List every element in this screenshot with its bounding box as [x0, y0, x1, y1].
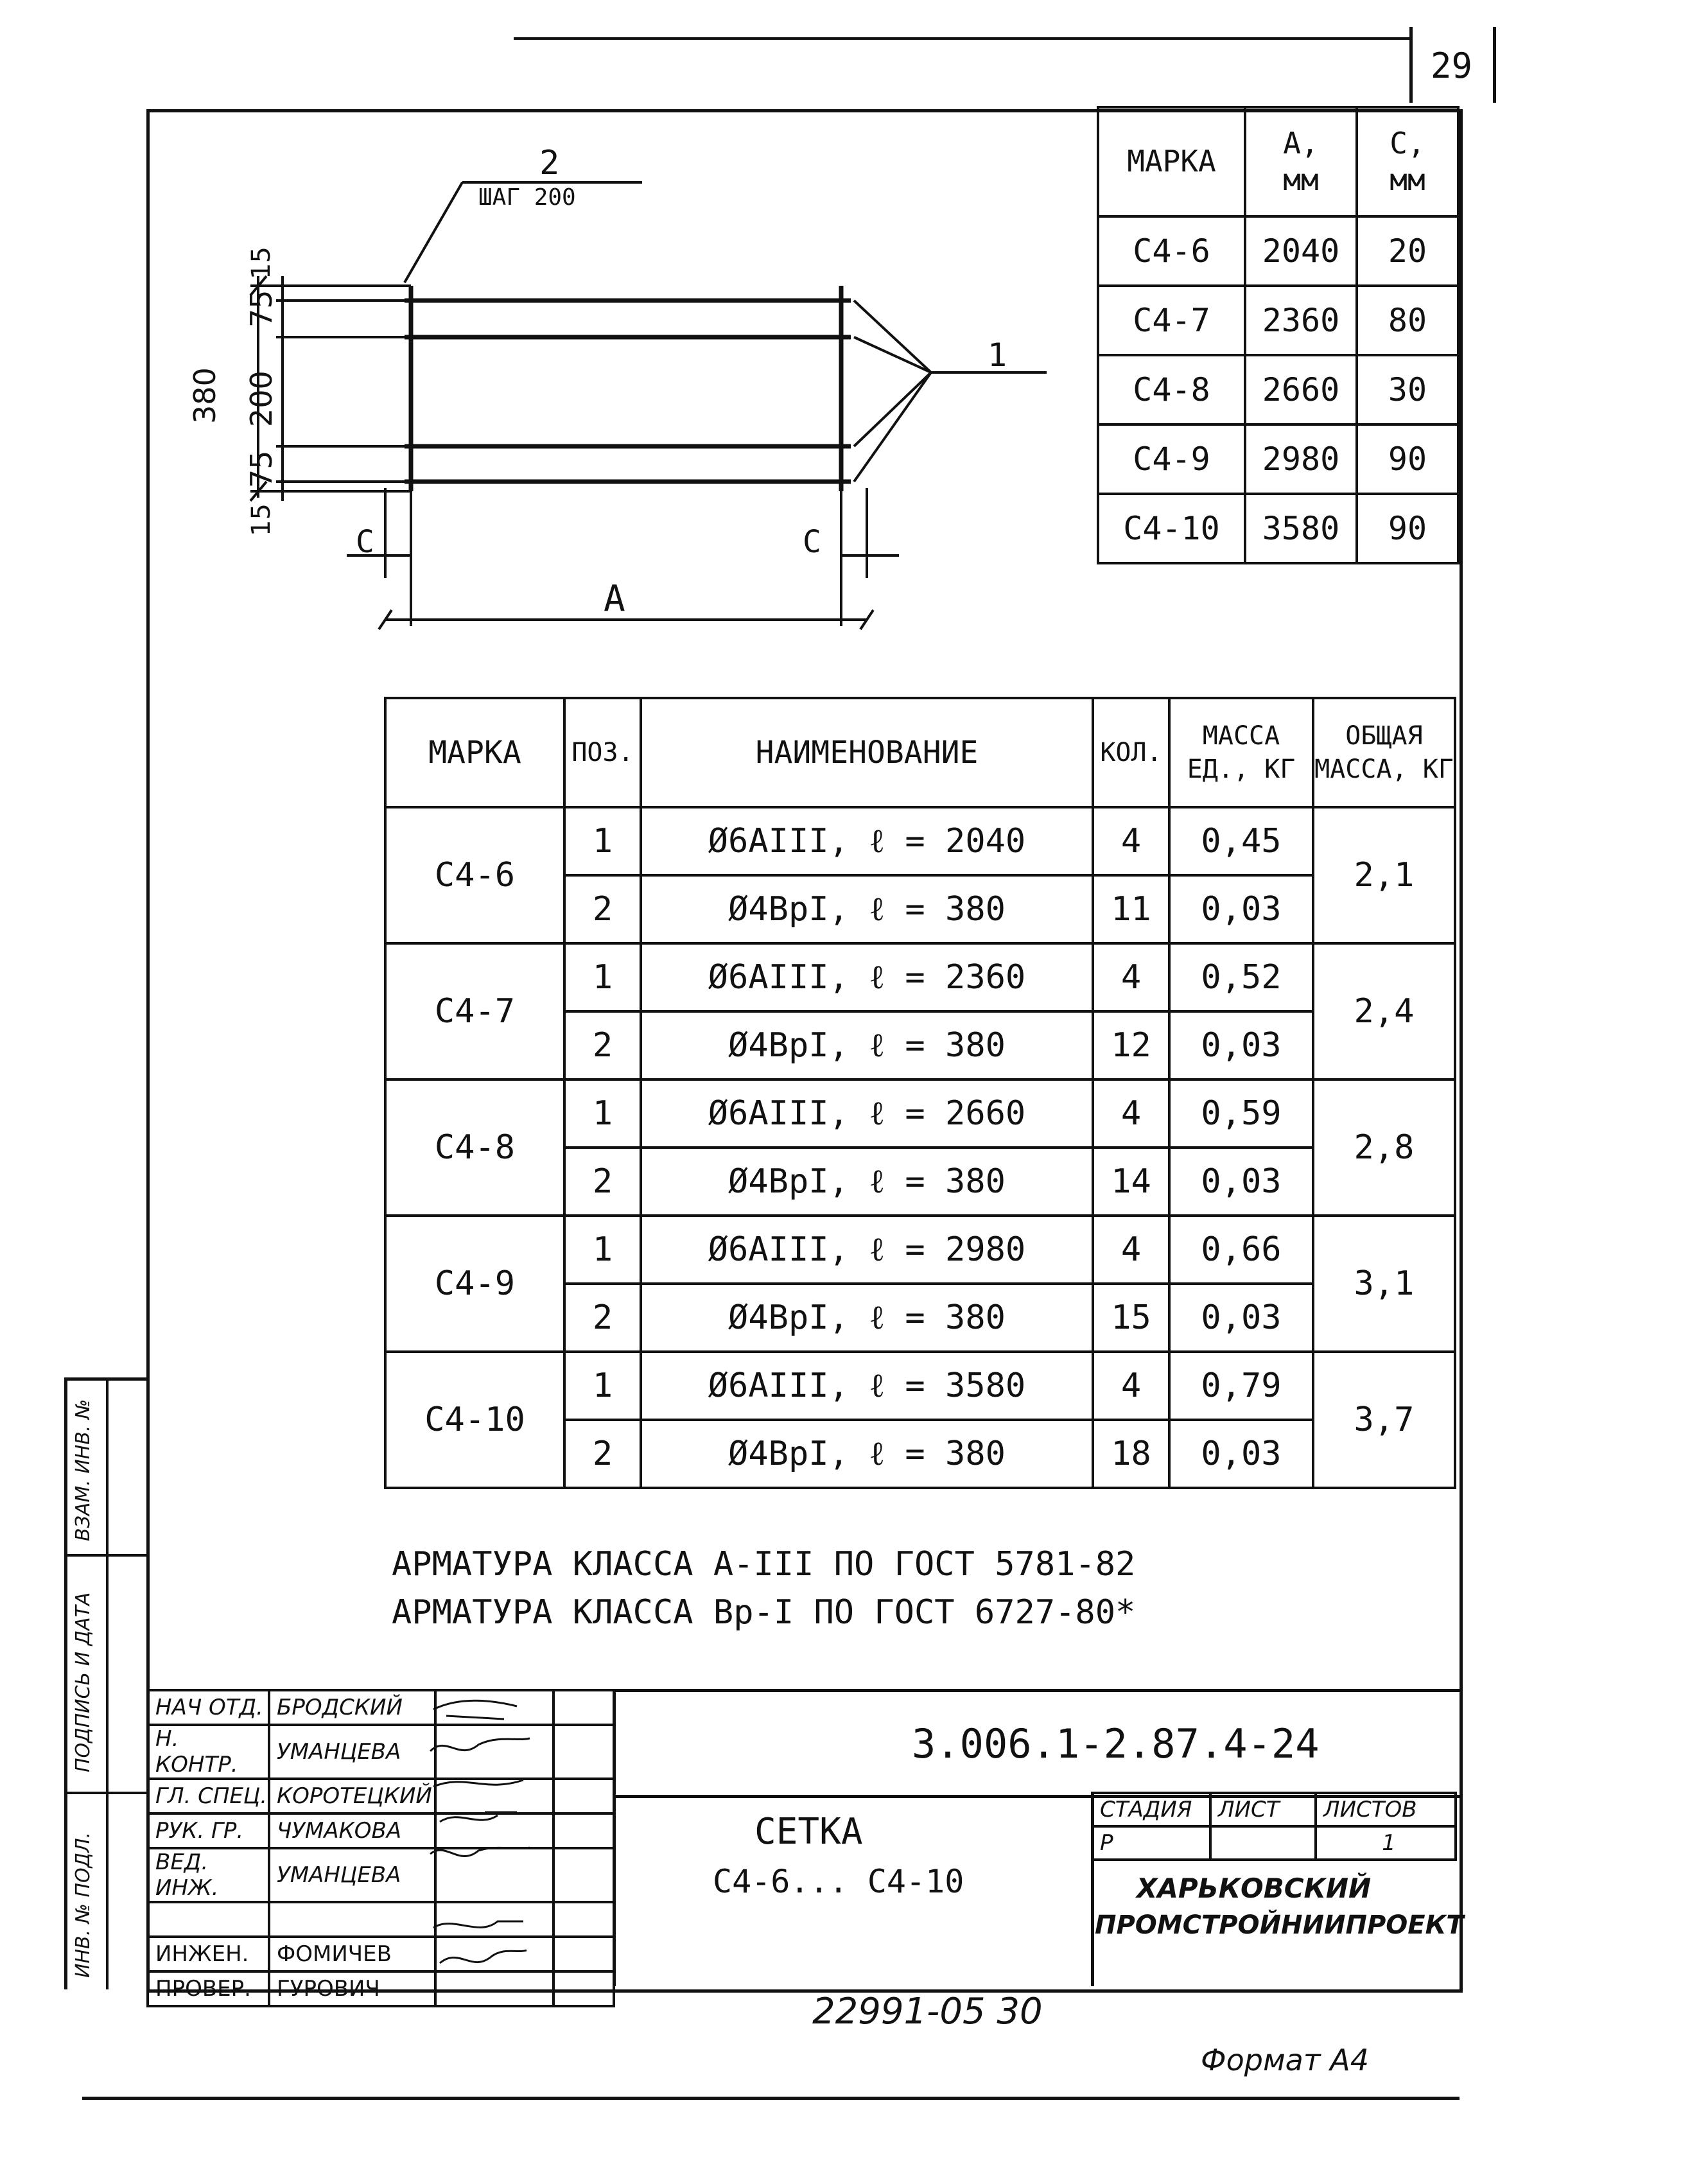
- table-row: Н. КОНТР. УМАНЦЕВА: [148, 1725, 614, 1779]
- table-row: С4-10 1 Ø6АIII, ℓ = 3580 4 0,79 3,7: [385, 1352, 1455, 1420]
- signatures-block: [146, 1689, 615, 2007]
- org-line-1: ХАРЬКОВСКИЙ: [1137, 1873, 1372, 1904]
- spec-header-qty: КОЛ.: [1093, 698, 1169, 807]
- table-row: 2 Ø4ВрI, ℓ = 380 15 0,03: [385, 1284, 1455, 1352]
- doc-code: 3.006.1-2.87.4-24: [912, 1720, 1320, 1767]
- dim-v-5: 15: [247, 503, 276, 536]
- bottom-rule: [82, 2097, 1460, 2100]
- dim-header-a: А, мм: [1245, 107, 1357, 216]
- spec-header-total-mass: ОБЩАЯ МАССА, КГ: [1313, 698, 1455, 807]
- dim-total: 380: [187, 367, 222, 424]
- pos1-label: 1: [988, 336, 1007, 374]
- org-line-2: ПРОМСТРОЙНИИПРОЕКТ: [1095, 1910, 1464, 1940]
- side-stamp-label-2: ПОДПИСЬ И ДАТА: [72, 1592, 94, 1772]
- table-row: ВЕД. ИНЖ. УМАНЦЕВА: [148, 1848, 614, 1902]
- specification-table: [384, 697, 1456, 1489]
- sheet-number-box: [1409, 27, 1496, 103]
- dim-a: А: [604, 578, 625, 620]
- mesh-drawing: [154, 128, 1092, 642]
- table-row: 2 Ø4ВрI, ℓ = 380 18 0,03: [385, 1420, 1455, 1488]
- note-line-2: АРМАТУРА КЛАССА Вр-I ПО ГОСТ 6727-80*: [392, 1593, 1136, 1632]
- table-row: ПРОВЕР. ГУРОВИЧ: [148, 1971, 614, 2006]
- dim-c-right: С: [803, 524, 821, 560]
- table-row: НАЧ ОТД. БРОДСКИЙ: [148, 1690, 614, 1725]
- archive-number: 22991-05 30: [812, 1991, 1043, 2032]
- spec-header-mark: МАРКА: [385, 698, 564, 807]
- pos2-label: 2: [539, 144, 560, 182]
- table-row: С4-7 2360 80: [1098, 286, 1458, 355]
- dim-header-c: С, мм: [1357, 107, 1458, 216]
- dim-v-1: 15: [247, 247, 276, 279]
- title-line-2: С4-6... С4-10: [713, 1863, 964, 1900]
- table-row: С4-7 1 Ø6АIII, ℓ = 2360 4 0,52 2,4: [385, 943, 1455, 1011]
- dim-v-3: 200: [244, 371, 279, 427]
- table-row: С4-8 2660 30: [1098, 355, 1458, 424]
- spec-header-name: НАИМЕНОВАНИЕ: [641, 698, 1093, 807]
- spec-header-unit-mass: МАССА ЕД., КГ: [1169, 698, 1313, 807]
- side-stamp-label-1: ВЗАМ. ИНВ. №: [72, 1399, 94, 1541]
- note-line-1: АРМАТУРА КЛАССА А-III ПО ГОСТ 5781-82: [392, 1545, 1136, 1584]
- pitch-label: ШАГ 200: [478, 184, 576, 211]
- table-row: С4-10 3580 90: [1098, 494, 1458, 563]
- format-label: Формат А4: [1201, 2043, 1369, 2077]
- table-row: С4-9 2980 90: [1098, 424, 1458, 494]
- side-stamp-label-3: ИНВ. № ПОДЛ.: [72, 1831, 94, 1978]
- pos2-leader-diag: [405, 182, 462, 283]
- sheet-number: 29: [1431, 46, 1473, 86]
- stage-sheet-block: СТАДИЯ ЛИСТ ЛИСТОВ Р 1: [1091, 1792, 1457, 1861]
- table-row: 2 Ø4ВрI, ℓ = 380 11 0,03: [385, 875, 1455, 943]
- dim-header-mark: МАРКА: [1098, 107, 1245, 216]
- table-row: ГЛ. СПЕЦ. КОРОТЕЦКИЙ: [148, 1779, 614, 1813]
- spec-header-pos: ПОЗ.: [564, 698, 641, 807]
- table-row: С4-8 1 Ø6АIII, ℓ = 2660 4 0,59 2,8: [385, 1079, 1455, 1148]
- table-row: [148, 1902, 614, 1937]
- dim-v-2: 75: [244, 290, 279, 328]
- table-row: 2 Ø4ВрI, ℓ = 380 14 0,03: [385, 1148, 1455, 1216]
- table-row: ИНЖЕН. ФОМИЧЕВ: [148, 1937, 614, 1971]
- title-line-1: СЕТКА: [754, 1811, 863, 1853]
- table-row: С4-6 2040 20: [1098, 216, 1458, 286]
- table-row: РУК. ГР. ЧУМАКОВА: [148, 1813, 614, 1848]
- dimension-table: [1097, 106, 1460, 564]
- top-rule: [514, 37, 1413, 40]
- dim-v-4: 75: [244, 450, 279, 488]
- signature-scribbles: [421, 1690, 543, 1973]
- table-row: 2 Ø4ВрI, ℓ = 380 12 0,03: [385, 1011, 1455, 1079]
- dim-c-left: С: [356, 524, 374, 560]
- table-row: С4-9 1 Ø6АIII, ℓ = 2980 4 0,66 3,1: [385, 1216, 1455, 1284]
- table-row: С4-6 1 Ø6АIII, ℓ = 2040 4 0,45 2,1: [385, 807, 1455, 875]
